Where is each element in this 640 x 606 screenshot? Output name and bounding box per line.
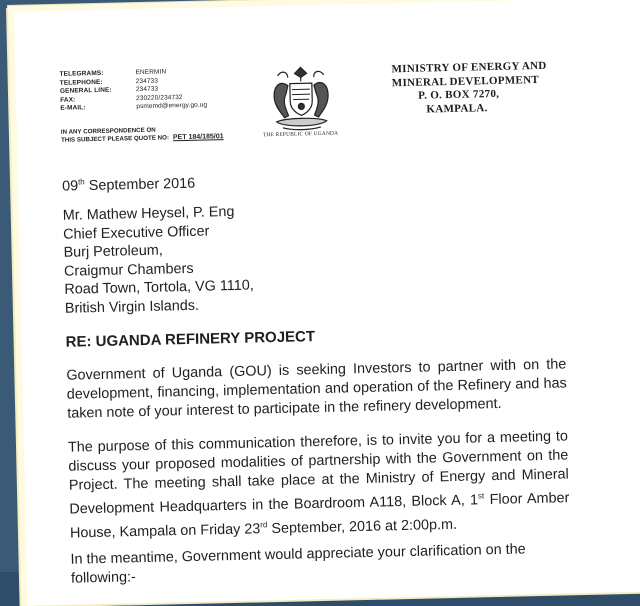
contact-value: 230220/234732 [136, 93, 183, 102]
letter-sheet [8, 0, 640, 606]
ministry-line: KAMPALA. [426, 101, 488, 116]
ministry-address [391, 60, 547, 118]
contact-label: E-MAIL: [60, 104, 86, 113]
quote-line: IN ANY CORRESPONDENCE ON [60, 126, 156, 136]
quote-text: THIS SUBJECT PLEASE QUOTE NO: [60, 134, 170, 145]
recipient-address [63, 203, 255, 319]
paragraph-clarification: In the meantime, Government would appreciate your clarification on the following:- [70, 541, 526, 587]
address-line: Road Town, Tortola, VG 1110, [64, 277, 254, 299]
paragraph-text: September, 2016 at 2:00p.m. [267, 516, 458, 537]
subject-line: RE: UGANDA REFINERY PROJECT [65, 328, 316, 351]
ministry-line: MINISTRY OF ENERGY AND [391, 59, 547, 76]
contact-label: TELEPHONE: [59, 78, 103, 87]
ministry-line: MINERAL DEVELOPMENT [391, 73, 540, 89]
ministry-line: P. O. BOX 7270, [418, 87, 500, 102]
address-line: Burj Petroleum, [63, 242, 163, 261]
date-day: 09 [61, 178, 79, 195]
contact-value: 234733 [135, 77, 159, 85]
paragraph-text: Floor Amber House, Kampala on Friday 23 [69, 490, 570, 542]
contact-value: ENERMIN [135, 68, 167, 77]
paragraph-intro: Government of Uganda (GOU) is seeking Investors to partner with on the development, financing, implementation and operation of the Refinery and has taken note of your interest to participate in the refinery development. [66, 356, 567, 422]
coat-of-arms-icon [265, 61, 337, 135]
address-line: Craigmur Chambers [63, 260, 194, 280]
quote-reference-note [61, 125, 224, 145]
contact-label: TELEGRAMS: [59, 69, 104, 78]
contact-value: psmemd@energy.go.ug [136, 101, 208, 111]
ordinal-suffix: st [477, 491, 485, 501]
date-month-year: September 2016 [84, 175, 196, 195]
contact-block [59, 68, 207, 114]
reference-number: PET 184/185/01 [172, 133, 224, 142]
ordinal-suffix: rd [260, 520, 268, 530]
contact-value: 234733 [135, 85, 159, 94]
address-line: Mr. Mathew Heysel, P. Eng [62, 203, 235, 224]
paragraph-meeting [68, 427, 570, 543]
paragraph-text: The purpose of this communication therefore, is to invite you for a meeting to discuss your proposed modalities of partnership with the Government on the Project. The meeting shall take place at the Ministry of Energy and Mineral Development Headquarters in the Boardroom A118, Block A, 1 [67, 428, 569, 518]
address-line: British Virgin Islands. [64, 297, 200, 317]
contact-label: FAX: [60, 96, 76, 104]
crest-caption: THE REPUBLIC OF UGANDA [262, 130, 339, 139]
letter-page [14, 0, 640, 606]
letter-date [62, 170, 196, 197]
address-line: Chief Executive Officer [63, 223, 210, 243]
date-suffix: th [77, 177, 85, 187]
contact-label: GENERAL LINE: [59, 86, 112, 96]
